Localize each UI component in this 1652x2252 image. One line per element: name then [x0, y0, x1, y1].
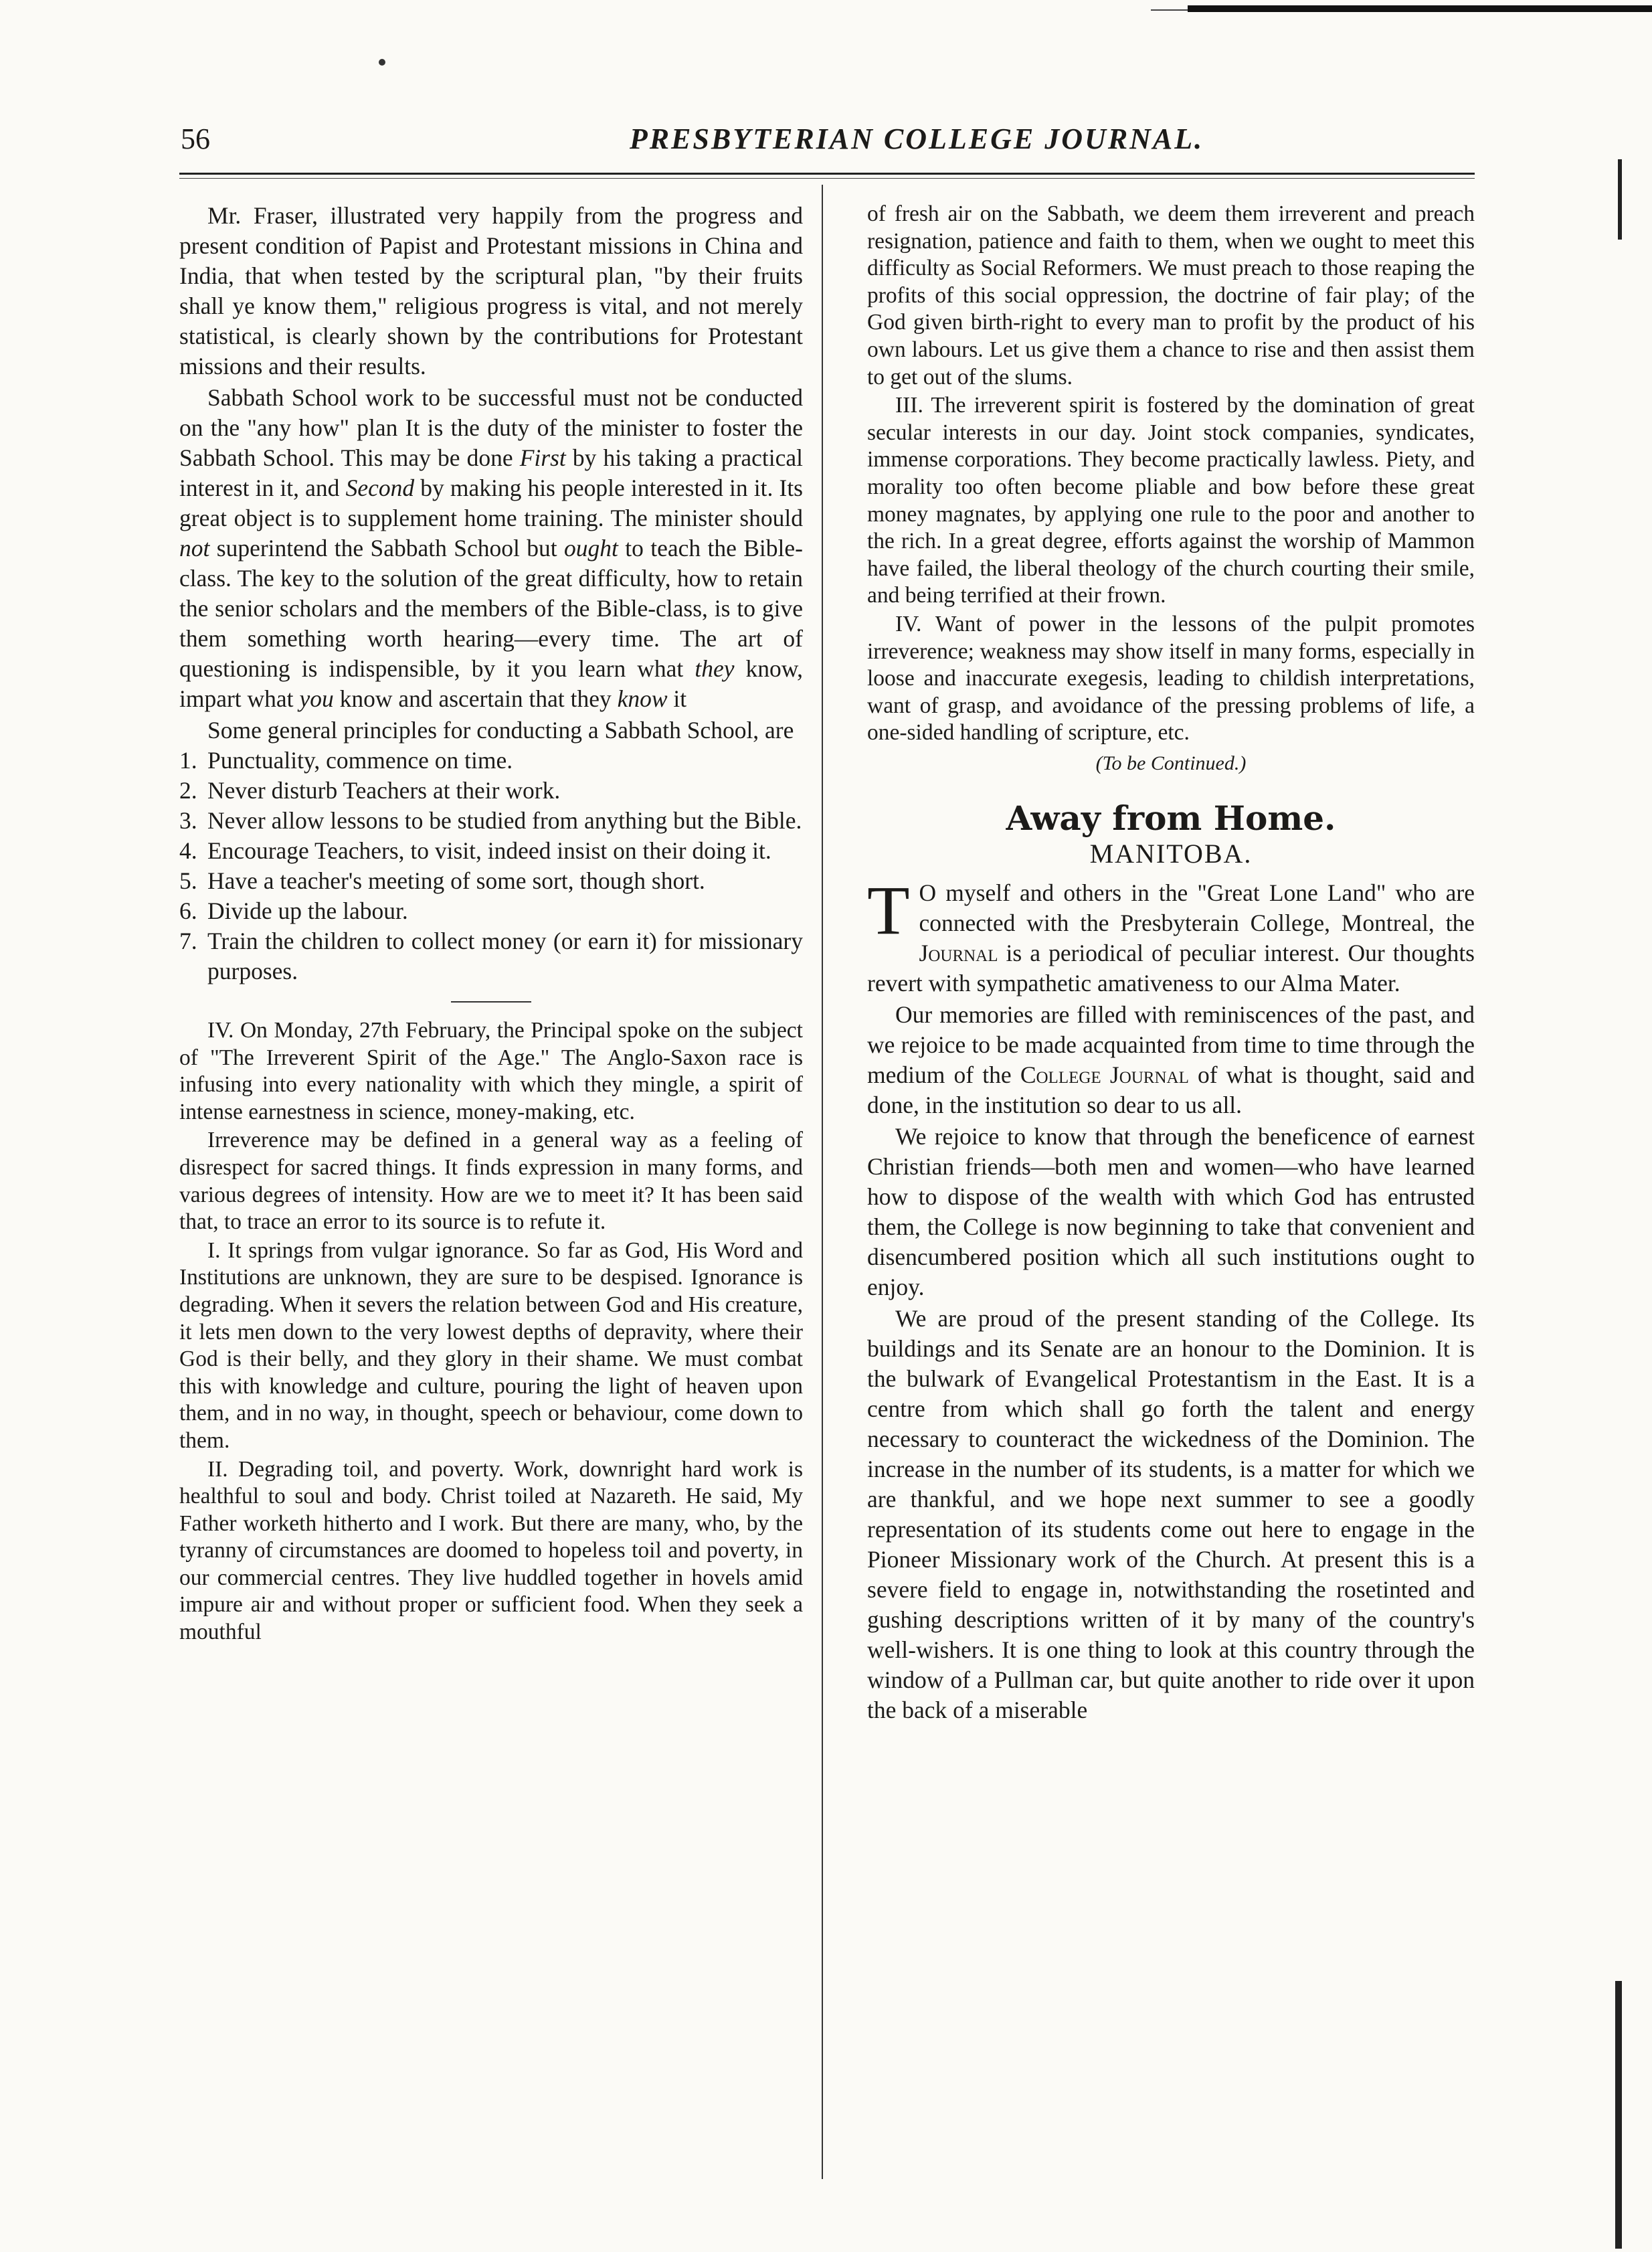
list-item: 4. Encourage Teachers, to visit, indeed insist on their doing it.	[179, 837, 771, 864]
drop-cap: T	[867, 871, 910, 949]
paragraph-definition: Irreverence may be defined in a general way as a feeling of disrespect for sacred things. It finds expression in many forms, and various degrees of intensity. How are we to meet it? It has been said that, to trace an error to its source is to refute it.	[179, 1128, 803, 1235]
paragraph-toil-poverty: II. Degrading toil, and poverty. Work, downright hard work is healthful to soul and body. Christ toiled at Nazareth. He said, My Father worketh hitherto and I work. But there are many, who, by the tyranny of circumstances are doomed to hopeless toil and poverty, in our commercial centres. They live huddled together in hovels amid impure air and without proper or sufficient food. When they seek a mouthful	[179, 1456, 803, 1645]
header-rule	[179, 173, 1475, 175]
side-bar-mark-bottom	[1615, 1981, 1622, 2249]
list-item: 3. Never allow lessons to be studied from anything but the Bible.	[179, 807, 802, 834]
left-column	[179, 201, 803, 1646]
top-edge-rule	[1188, 5, 1652, 12]
paragraph-irreverent-spirit: IV. On Monday, 27th February, the Principal spoke on the subject of "The Irreverent Spirit of the Age." The Anglo-Saxon race is infusing into every nationality with which they mingle, a spirit of intense earnestness in science, money-making, etc.	[179, 1018, 803, 1124]
list-item: 5. Have a teacher's meeting of some sort, though short.	[179, 867, 705, 894]
to-be-continued: (To be Continued.)	[1095, 752, 1247, 774]
list-item: 2. Never disturb Teachers at their work.	[179, 777, 561, 804]
list-item: 6. Divide up the labour.	[179, 897, 408, 924]
paragraph-beneficence: We rejoice to know that through the beneficence of earnest Christian friends—both men and women—who have learned how to dispose of the wealth with which God has entrusted them, the College is now beginning to take that convenient and disencumbered position which all such institutions ought to enjoy.	[867, 1122, 1475, 1300]
section-title: Away from Home.	[1006, 798, 1336, 838]
section-subtitle: MANITOBA.	[1089, 838, 1253, 869]
paragraph-fresh-air: of fresh air on the Sabbath, we deem them irreverent and preach resignation, patience and faith to them, when we ought to meet this difficulty as Social Reformers. We must preach to those reaping the profits of this social oppression, the doctrine of fair play; of the God given birth-right to every man to profit by the product of his own labours. Let us give them a chance to rise and then assist them to get out of the slums.	[867, 201, 1475, 389]
principles-list	[179, 746, 803, 986]
principles-intro: Some general principles for conducting a Sabbath School, are	[207, 717, 794, 744]
journal-title: PRESBYTERIAN COLLEGE JOURNAL.	[629, 122, 1204, 155]
paragraph-ignorance: I. It springs from vulgar ignorance. So far as God, His Word and Institutions are unknown, they are sure to be despised. Ignorance is degrading. When it severs the relation between God and His creature, it lets men down to the very lowest depths of depravity, where their God is their belly, and they glory in their shame. We must combat this with knowledge and culture, pouring the light of heaven upon them, and in no way, in thought, speech or behaviour, come down to them.	[179, 1237, 803, 1453]
paragraph-memories: Our memories are filled with reminiscences of the past, and we rejoice to be made acquainted from time to time through the medium of the College Journal of what is thought, said and done, in the institution so dear to us all.	[867, 1001, 1475, 1118]
irreverence-continued	[867, 201, 1475, 747]
right-column	[867, 201, 1475, 1725]
away-from-home-body	[867, 871, 1475, 1725]
header-rule-thin	[179, 178, 1475, 179]
speck-mark	[379, 59, 385, 66]
paragraph-pulpit: IV. Want of power in the lessons of the pulpit promotes irreverence; weakness may show itself in many forms, especially in loose and inaccurate exegesis, leading to childish interpretations, want of grasp, and avoidance of the pressing problems of life, a one-sided handling of scripture, etc.	[867, 611, 1475, 746]
paragraph-fraser: Mr. Fraser, illustrated very happily from the progress and present condition of Papist and Protestant missions in China and India, that when tested by the scriptural plan, "by their fruits shall ye know them," religious progress is vital, and not merely statistical, is clearly shown by the contributions for Protestant missions and their results.	[179, 202, 803, 379]
paragraph-secular-interests: III. The irreverent spirit is fostered by the domination of great secular interests in our day. Joint stock companies, syndicates, immense corporations. They become practically lawless. Piety, and morality too often become pliable and bow before these great money magnates, by applying one rule to the poor and another to the rich. In a great degree, efforts against the worship of Mammon have failed, the liberal theology of the church courting their smile, and being terrified at their frown.	[867, 393, 1475, 608]
list-item: 1. Punctuality, commence on time.	[179, 747, 513, 774]
section-separator	[451, 1001, 531, 1003]
list-item: 7. Train the children to collect money (or earn it) for missionary purposes.	[179, 928, 803, 984]
paragraph-sabbath-school: Sabbath School work to be successful must not be conducted on the "any how" plan It is the duty of the minister to foster the Sabbath School. This may be done First by his taking a practical interest in it, and Second by making his people interested in it. Its great object is to supplement home training. The minister should not superintend the Sabbath School but ought to teach the Bible-class. The key to the solution of the great difficulty, how to retain the senior scholars and the members of the Bible-class, is to give them something worth hearing—every time. The art of questioning is indispensible, by it you learn what they know, impart what you know and ascertain that they know it	[179, 384, 804, 712]
paragraph-great-lone-land: T O myself and others in the "Great Lone Land" who are connected with the Presbyterain College, Montreal, the Journal is a periodical of peculiar interest. Our thoughts revert with sympathetic amativeness to our Alma Mater.	[867, 871, 1475, 997]
page-number: 56	[181, 122, 210, 155]
irreverence-section	[179, 1017, 803, 1646]
paragraph-college-standing: We are proud of the present standing of the College. Its buildings and its Senate are an honour to the Dominion. It is the bulwark of Evangelical Protestantism in the East. It is a centre from which shall go forth the talent and energy necessary to counteract the wickedness of the Dominion. The increase in the number of its students, is a matter for which we are thankful, and we hope next summer to see a goodly representation of its students come out here to engage in the Pioneer Missionary work of the Church. At present this is a severe field to engage in, notwithstanding the rosetinted and gushing descriptions written of it by many of the country's well-wishers. It is one thing to look at this country through the window of a Pullman car, but quite another to ride over it upon the back of a miserable	[867, 1304, 1475, 1723]
top-edge-rule-thin	[1151, 9, 1191, 11]
column-divider	[822, 185, 823, 2179]
side-bar-mark-top	[1618, 159, 1622, 240]
